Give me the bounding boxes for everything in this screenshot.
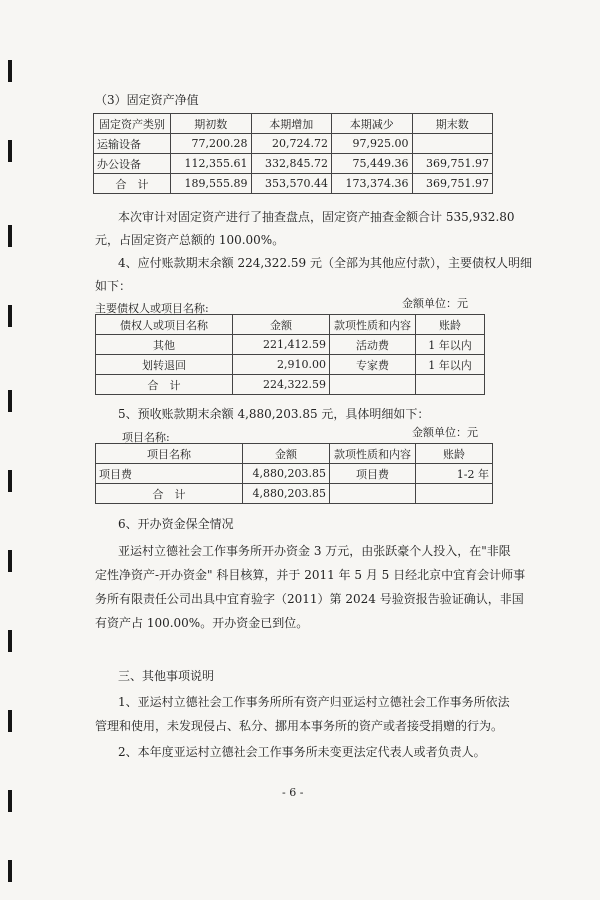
- project-caption: 项目名称:: [122, 431, 170, 444]
- capital-paragraph-line: 有资产占 100.00%。开办资金已到位。: [95, 616, 309, 630]
- audit-paragraph-line: 本次审计对固定资产进行了抽查盘点，固定资产抽查金额合计 535,932.80: [118, 210, 515, 224]
- column-header: 固定资产类别: [94, 114, 171, 134]
- payables-table: [95, 314, 485, 395]
- scan-edge-mark: [8, 790, 12, 812]
- table-cell: 369,751.97: [412, 174, 493, 194]
- column-header: 本期减少: [332, 114, 413, 134]
- table-cell: 332,845.72: [251, 154, 332, 174]
- scan-edge-mark: [8, 470, 12, 492]
- column-header: 账龄: [416, 315, 485, 335]
- item-4-line: 4、应付账款期末余额 224,322.59 元（全部为其他应付款），主要债权人明细: [118, 256, 532, 270]
- table-cell: 1 年以内: [416, 335, 485, 355]
- capital-paragraph-line: 务所有限责任公司出具中宜育验字（2011）第 2024 号验资报告验证确认，非国: [95, 592, 524, 606]
- creditor-caption: 主要债权人或项目名称:: [95, 302, 209, 315]
- table-header-row: [94, 114, 493, 134]
- unit-caption: 金额单位：元: [412, 426, 478, 439]
- column-header: 金额: [233, 315, 330, 335]
- item-4-line: 如下：: [95, 279, 132, 293]
- column-header: 款项性质和内容: [330, 444, 416, 464]
- section-three-title: 三、其他事项说明: [118, 669, 215, 683]
- column-header: 债权人或项目名称: [96, 315, 233, 335]
- scan-edge-mark: [8, 630, 12, 652]
- table-total-row: [96, 484, 493, 504]
- column-header: 金额: [243, 444, 330, 464]
- audit-paragraph-line: 元，占固定资产总额的 100.00%。: [95, 233, 285, 247]
- column-header: 期末数: [412, 114, 493, 134]
- table-header-row: [96, 315, 485, 335]
- table-cell: 173,374.36: [332, 174, 413, 194]
- unit-caption: 金额单位：元: [402, 297, 468, 310]
- table-cell: [416, 484, 493, 504]
- other-matters-line: 1、亚运村立德社会工作事务所所有资产归亚运村立德社会工作事务所依法: [118, 695, 510, 709]
- table-cell: 其他: [96, 335, 233, 355]
- column-header: 账龄: [416, 444, 493, 464]
- scan-edge-mark: [8, 60, 12, 82]
- table-row: [96, 355, 485, 375]
- table-cell: 办公设备: [94, 154, 171, 174]
- table-cell: 合 计: [96, 484, 243, 504]
- scan-edge-mark: [8, 550, 12, 572]
- table-total-row: [96, 375, 485, 395]
- table-cell: 合 计: [96, 375, 233, 395]
- table-cell: 224,322.59: [233, 375, 330, 395]
- table-cell: [412, 134, 493, 154]
- fixed-assets-table: [93, 113, 493, 194]
- table-cell: 221,412.59: [233, 335, 330, 355]
- table-row: [94, 134, 493, 154]
- other-matters-line: 管理和使用，未发现侵占、私分、挪用本事务所的资产或者接受捐赠的行为。: [95, 719, 504, 733]
- table-cell: 运输设备: [94, 134, 171, 154]
- table-header-row: [96, 444, 493, 464]
- table-cell: 1 年以内: [416, 355, 485, 375]
- table-cell: 合 计: [94, 174, 171, 194]
- capital-paragraph-line: 亚运村立德社会工作事务所开办资金 3 万元，由张跃豪个人投入，在"非限: [118, 544, 511, 558]
- column-header: 期初数: [171, 114, 252, 134]
- column-header: 款项性质和内容: [330, 315, 416, 335]
- table-row: [96, 464, 493, 484]
- table-cell: 划转退回: [96, 355, 233, 375]
- table-cell: 1-2 年: [416, 464, 493, 484]
- table-cell: 活动费: [330, 335, 416, 355]
- table-cell: 项目费: [330, 464, 416, 484]
- table-cell: 20,724.72: [251, 134, 332, 154]
- item-6-title: 6、开办资金保全情况: [118, 517, 234, 531]
- table-cell: 项目费: [96, 464, 243, 484]
- table-cell: 75,449.36: [332, 154, 413, 174]
- table-cell: 97,925.00: [332, 134, 413, 154]
- page-number: - 6 -: [282, 786, 304, 799]
- scan-edge-mark: [8, 140, 12, 162]
- receipts-table: [95, 443, 493, 504]
- table-cell: 369,751.97: [412, 154, 493, 174]
- scan-edge-mark: [8, 390, 12, 412]
- scan-edge-mark: [8, 710, 12, 732]
- table-row: [96, 335, 485, 355]
- column-header: 本期增加: [251, 114, 332, 134]
- table-row: [94, 154, 493, 174]
- section-title: （3）固定资产净值: [95, 93, 199, 107]
- capital-paragraph-line: 定性净资产-开办资金" 科目核算，并于 2011 年 5 月 5 日经北京中宜育会计师事: [95, 568, 526, 582]
- table-cell: 专家费: [330, 355, 416, 375]
- table-cell: 2,910.00: [233, 355, 330, 375]
- table-cell: 189,555.89: [171, 174, 252, 194]
- scan-edge-mark: [8, 860, 12, 882]
- column-header: 项目名称: [96, 444, 243, 464]
- table-cell: [416, 375, 485, 395]
- table-cell: 77,200.28: [171, 134, 252, 154]
- table-cell: [330, 375, 416, 395]
- table-cell: 4,880,203.85: [243, 484, 330, 504]
- table-cell: 4,880,203.85: [243, 464, 330, 484]
- table-cell: 112,355.61: [171, 154, 252, 174]
- scan-edge-mark: [8, 225, 12, 247]
- item-5-line: 5、预收账款期末余额 4,880,203.85 元，具体明细如下：: [118, 407, 430, 421]
- table-total-row: [94, 174, 493, 194]
- table-cell: 353,570.44: [251, 174, 332, 194]
- table-cell: [330, 484, 416, 504]
- scan-edge-mark: [8, 305, 12, 327]
- other-matters-line: 2、本年度亚运村立德社会工作事务所未变更法定代表人或者负责人。: [118, 745, 486, 759]
